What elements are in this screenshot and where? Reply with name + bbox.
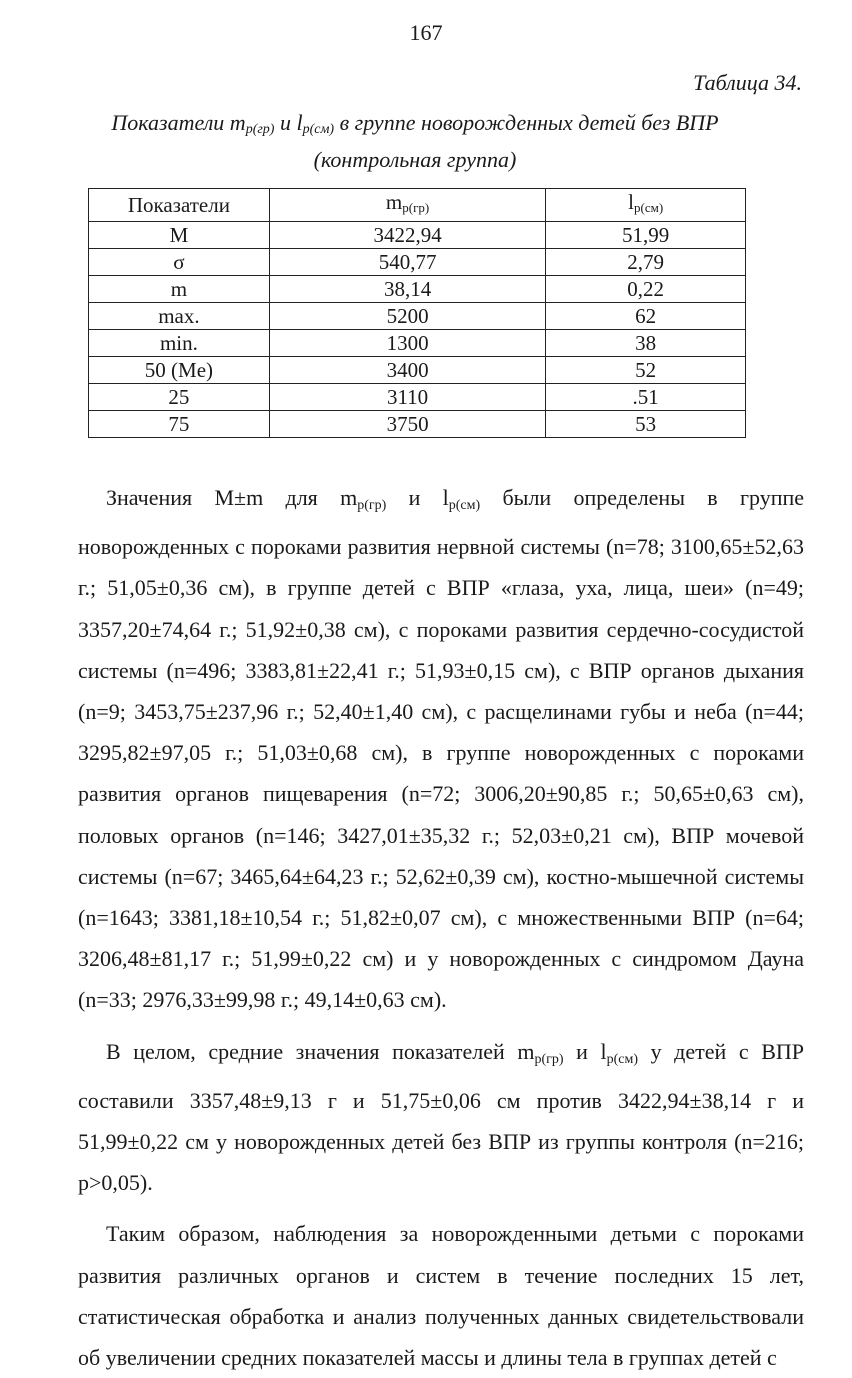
- length-value: 0,22: [546, 276, 746, 303]
- row-label: 50 (Me): [89, 357, 270, 384]
- row-label: m: [89, 276, 270, 303]
- length-value: 52: [546, 357, 746, 384]
- table-header-row: [89, 189, 746, 222]
- length-value: 51,99: [546, 222, 746, 249]
- statistics-table: [88, 188, 746, 438]
- mass-value: 5200: [269, 303, 546, 330]
- table-caption: [60, 108, 770, 175]
- table-row: [89, 222, 746, 249]
- mass-value: 38,14: [269, 276, 546, 303]
- paragraph-1: Значения M±m для $m_{р(гр)}$ и $l_{р(см)}$ были определены в группе новорожденных с пороками развития нервной системы (n=78; 3100,65±52,63 г.; 51,05±0,36 см), в группе детей с ВПР «глаза, уха, лица, шеи» (n=49; 3357,20±74,64 г.; 51,92±0,38 см), с пороками развития сердечно-сосудистой системы (n=496; 3383,81±22,41 г.; 51,93±0,15 см), с ВПР органов дыхания (n=9; 3453,75±237,96 г.; 52,40±1,40 см), с расщелинами губы и неба (n=44; 3295,82±97,05 г.; 51,03±0,68 см), в группе новорожденных с пороками развития органов пищеварения (n=72; 3006,20±90,85 г.; 50,65±0,63 см), половых органов (n=146; 3427,01±35,32 г.; 52,03±0,21 см), ВПР мочевой системы (n=67; 3465,64±64,23 г.; 52,62±0,39 см), костно-мышечной системы (n=1643; 3381,18±10,54 г.; 51,82±0,07 см), с множественными ВПР (n=64; 3206,48±81,17 г.; 51,99±0,22 см) и у новорожденных с синдромом Дауна (n=33; 2976,33±99,98 г.; 49,14±0,63 см).: [78, 485, 805, 1013]
- mass-value: 3400: [269, 357, 546, 384]
- length-value: 2,79: [546, 249, 746, 276]
- length-value: 62: [546, 303, 746, 330]
- mass-value: 540,77: [269, 249, 546, 276]
- paragraph-3: Таким образом, наблюдения за новорожденными детьми с пороками развития различных органов и систем в течение последних 15 лет, статистическая обработка и анализ полученных данных свидетельствовали об увеличении средних показателей массы и длины тела в группах детей с: [78, 1221, 804, 1371]
- row-label: M: [89, 222, 270, 249]
- mass-value: 3750: [269, 411, 546, 438]
- length-value: 53: [546, 411, 746, 438]
- paragraph-2: В целом, средние значения показателей $m_{р(гр)}$ и $l_{р(см)}$ у детей с ВПР составили 3357,48±9,13 г и 51,75±0,06 см против 3422,94±38,14 г и 51,99±0,22 см у новорожденных детей без ВПР из группы контроля (n=216; р>0,05).: [78, 1038, 804, 1196]
- table-row: [89, 411, 746, 438]
- length-value: .51: [546, 384, 746, 411]
- header-mass: $m_{р(гр)}$: [269, 189, 546, 222]
- header-indicators: Показатели: [89, 189, 270, 222]
- row-label: min.: [89, 330, 270, 357]
- row-label: σ: [89, 249, 270, 276]
- table-label: Таблица 34.: [693, 70, 802, 95]
- header-length: $l_{р(см)}$: [546, 189, 746, 222]
- table-row: [89, 249, 746, 276]
- table-row: [89, 384, 746, 411]
- mass-value: 1300: [269, 330, 546, 357]
- row-label: 25: [89, 384, 270, 411]
- table-row: [89, 303, 746, 330]
- mass-value: 3110: [269, 384, 546, 411]
- row-label: 75: [89, 411, 270, 438]
- table-row: [89, 276, 746, 303]
- table-row: [89, 357, 746, 384]
- body-text: [78, 477, 804, 1378]
- length-value: 38: [546, 330, 746, 357]
- mass-value: 3422,94: [269, 222, 546, 249]
- row-label: max.: [89, 303, 270, 330]
- page-number: 167: [409, 20, 443, 45]
- caption-line-2: (контрольная группа): [313, 147, 517, 172]
- caption-line-1: Показатели $m_{р(гр)}$ и $l_{р(см)}$ в группе новорожденных детей без ВПР: [111, 110, 719, 137]
- table-row: [89, 330, 746, 357]
